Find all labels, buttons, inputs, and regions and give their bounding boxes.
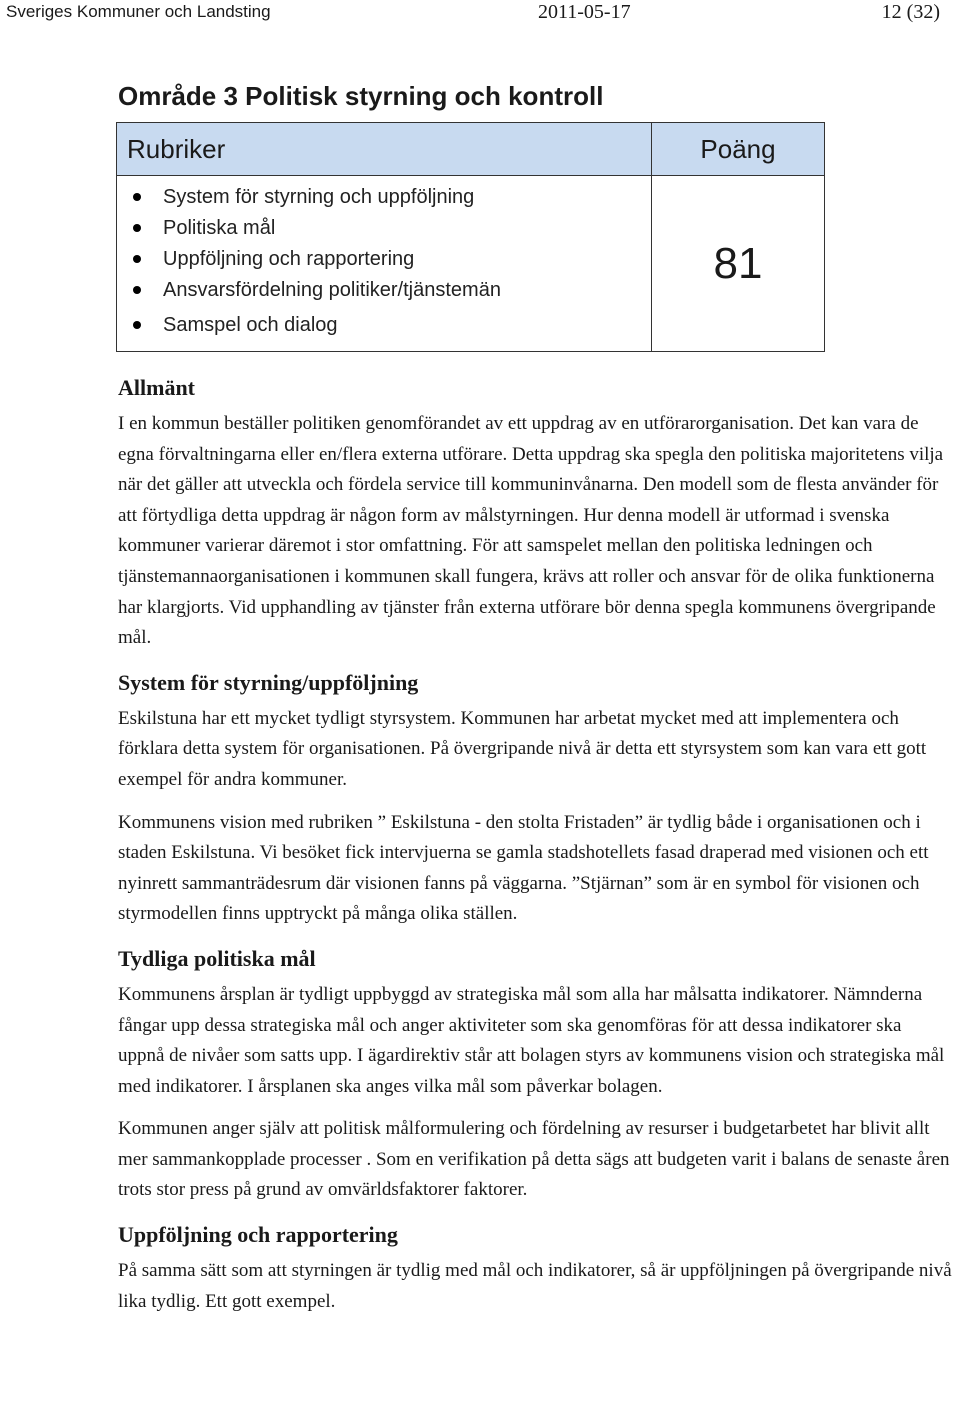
paragraph: Eskilstuna har ett mycket tydligt styrsystem. Kommunen har arbetat mycket med att implementera och förklara detta system för organisationen. På övergripande nivå är detta ett styrsystem som kan vara ett gott exempel för andra kommuner. xyxy=(118,707,927,790)
score-value: 81 xyxy=(652,176,825,352)
rubriker-header: Rubriker xyxy=(117,123,652,176)
section-heading-uppfoljning: Uppföljning och rapportering xyxy=(118,1222,398,1248)
topic-item xyxy=(131,213,651,244)
topic-label: System för styrning och uppföljning xyxy=(163,186,475,208)
document-date: 2011-05-17 xyxy=(538,1,631,23)
bullet-icon xyxy=(133,321,141,329)
topic-label: Samspel och dialog xyxy=(163,314,338,336)
topic-list xyxy=(117,182,651,341)
section-heading-allmant: Allmänt xyxy=(118,375,195,400)
score-table-row xyxy=(117,176,825,352)
score-table xyxy=(116,122,825,352)
bullet-icon xyxy=(133,224,141,232)
topic-label: Ansvarsfördelning politiker/tjänstemän xyxy=(163,279,501,301)
topic-item xyxy=(131,244,651,275)
topic-item xyxy=(131,182,651,213)
document-body xyxy=(118,76,952,1317)
page-header xyxy=(0,0,960,26)
section-heading-mal: Tydliga politiska mål xyxy=(118,945,316,971)
paragraph: I en kommun beställer politiken genomförandet av ett uppdrag av en utförarorganisation. Det kan vara de egna förvaltningarna eller en/flera externa utförare. Detta uppdrag ska spegla den politiska majoritetens vilja när det gäller att utveckla och fördela service till kommuninvånarna. Den modell som de flesta använder för att förtydliga detta uppdrag är någon form av målstyrningen. Hur denna modell är utformad i svenska kommuner varierar däremot i stor omfattning. För att samspelet mellan den politiska ledningen och tjänstemannaorganisationen i kommunen skall fungera, krävs att roller och ansvar för de olika funktionerna har klargjorts. Vid upphandling av tjänster från externa utförare bör denna spegla kommunens övergripande mål. xyxy=(118,413,944,649)
paragraph: Kommunens vision med rubriken ” Eskilstuna - den stolta Fristaden” är tydlig både i organisationen och i staden Eskilstuna. Vi besöket fick intervjuerna se gamla stadshotellets fasad draperad med visionen och ett nyinrett sammanträdesrum där visionen fanns på väggarna. ”Stjärnan” som är en symbol för visionen och styrmodellen finns upptryckt på många olika ställen. xyxy=(118,811,929,925)
paragraph: Kommunens årsplan är tydligt uppbyggd av strategiska mål som alla har målsatta indikatorer. Nämnderna fångar upp dessa strategiska mål och anger aktiviteter som ska genomföras för att dessa indikatorer ska uppnå de nivåer som satts upp. I ägardirektiv står att bolagen styrs av kommunens vision och strategiska mål med indikatorer. I årsplanen ska anges vilka mål som påverkar bolagen. xyxy=(118,983,945,1097)
topics-cell xyxy=(117,176,652,352)
paragraph: Kommunen anger själv att politisk målformulering och fördelning av resurser i budgetarbetet har blivit allt mer sammankopplade processer . Som en verifikation på detta sägs att budgeten varit i balans de senaste åren trots stor press på grund av omvärldsfaktorer faktorer. xyxy=(118,1118,950,1201)
score-table-header xyxy=(117,123,825,176)
bullet-icon xyxy=(133,255,141,263)
topic-label: Uppföljning och rapportering xyxy=(163,248,415,270)
poang-header: Poäng xyxy=(652,123,825,176)
paragraph: På samma sätt som att styrningen är tydlig med mål och indikatorer, så är uppföljningen på övergripande nivå lika tydlig. Ett gott exempel. xyxy=(118,1260,952,1312)
topic-item xyxy=(131,310,651,341)
topic-label: Politiska mål xyxy=(163,217,276,239)
topic-item xyxy=(131,275,651,306)
bullet-icon xyxy=(133,286,141,294)
organization-name: Sveriges Kommuner och Landsting xyxy=(6,2,271,21)
bullet-icon xyxy=(133,193,141,201)
section-heading-system: System för styrning/uppföljning xyxy=(118,669,419,695)
area-title: Område 3 Politisk styrning och kontroll xyxy=(118,81,604,111)
page-number: 12 (32) xyxy=(881,1,940,23)
